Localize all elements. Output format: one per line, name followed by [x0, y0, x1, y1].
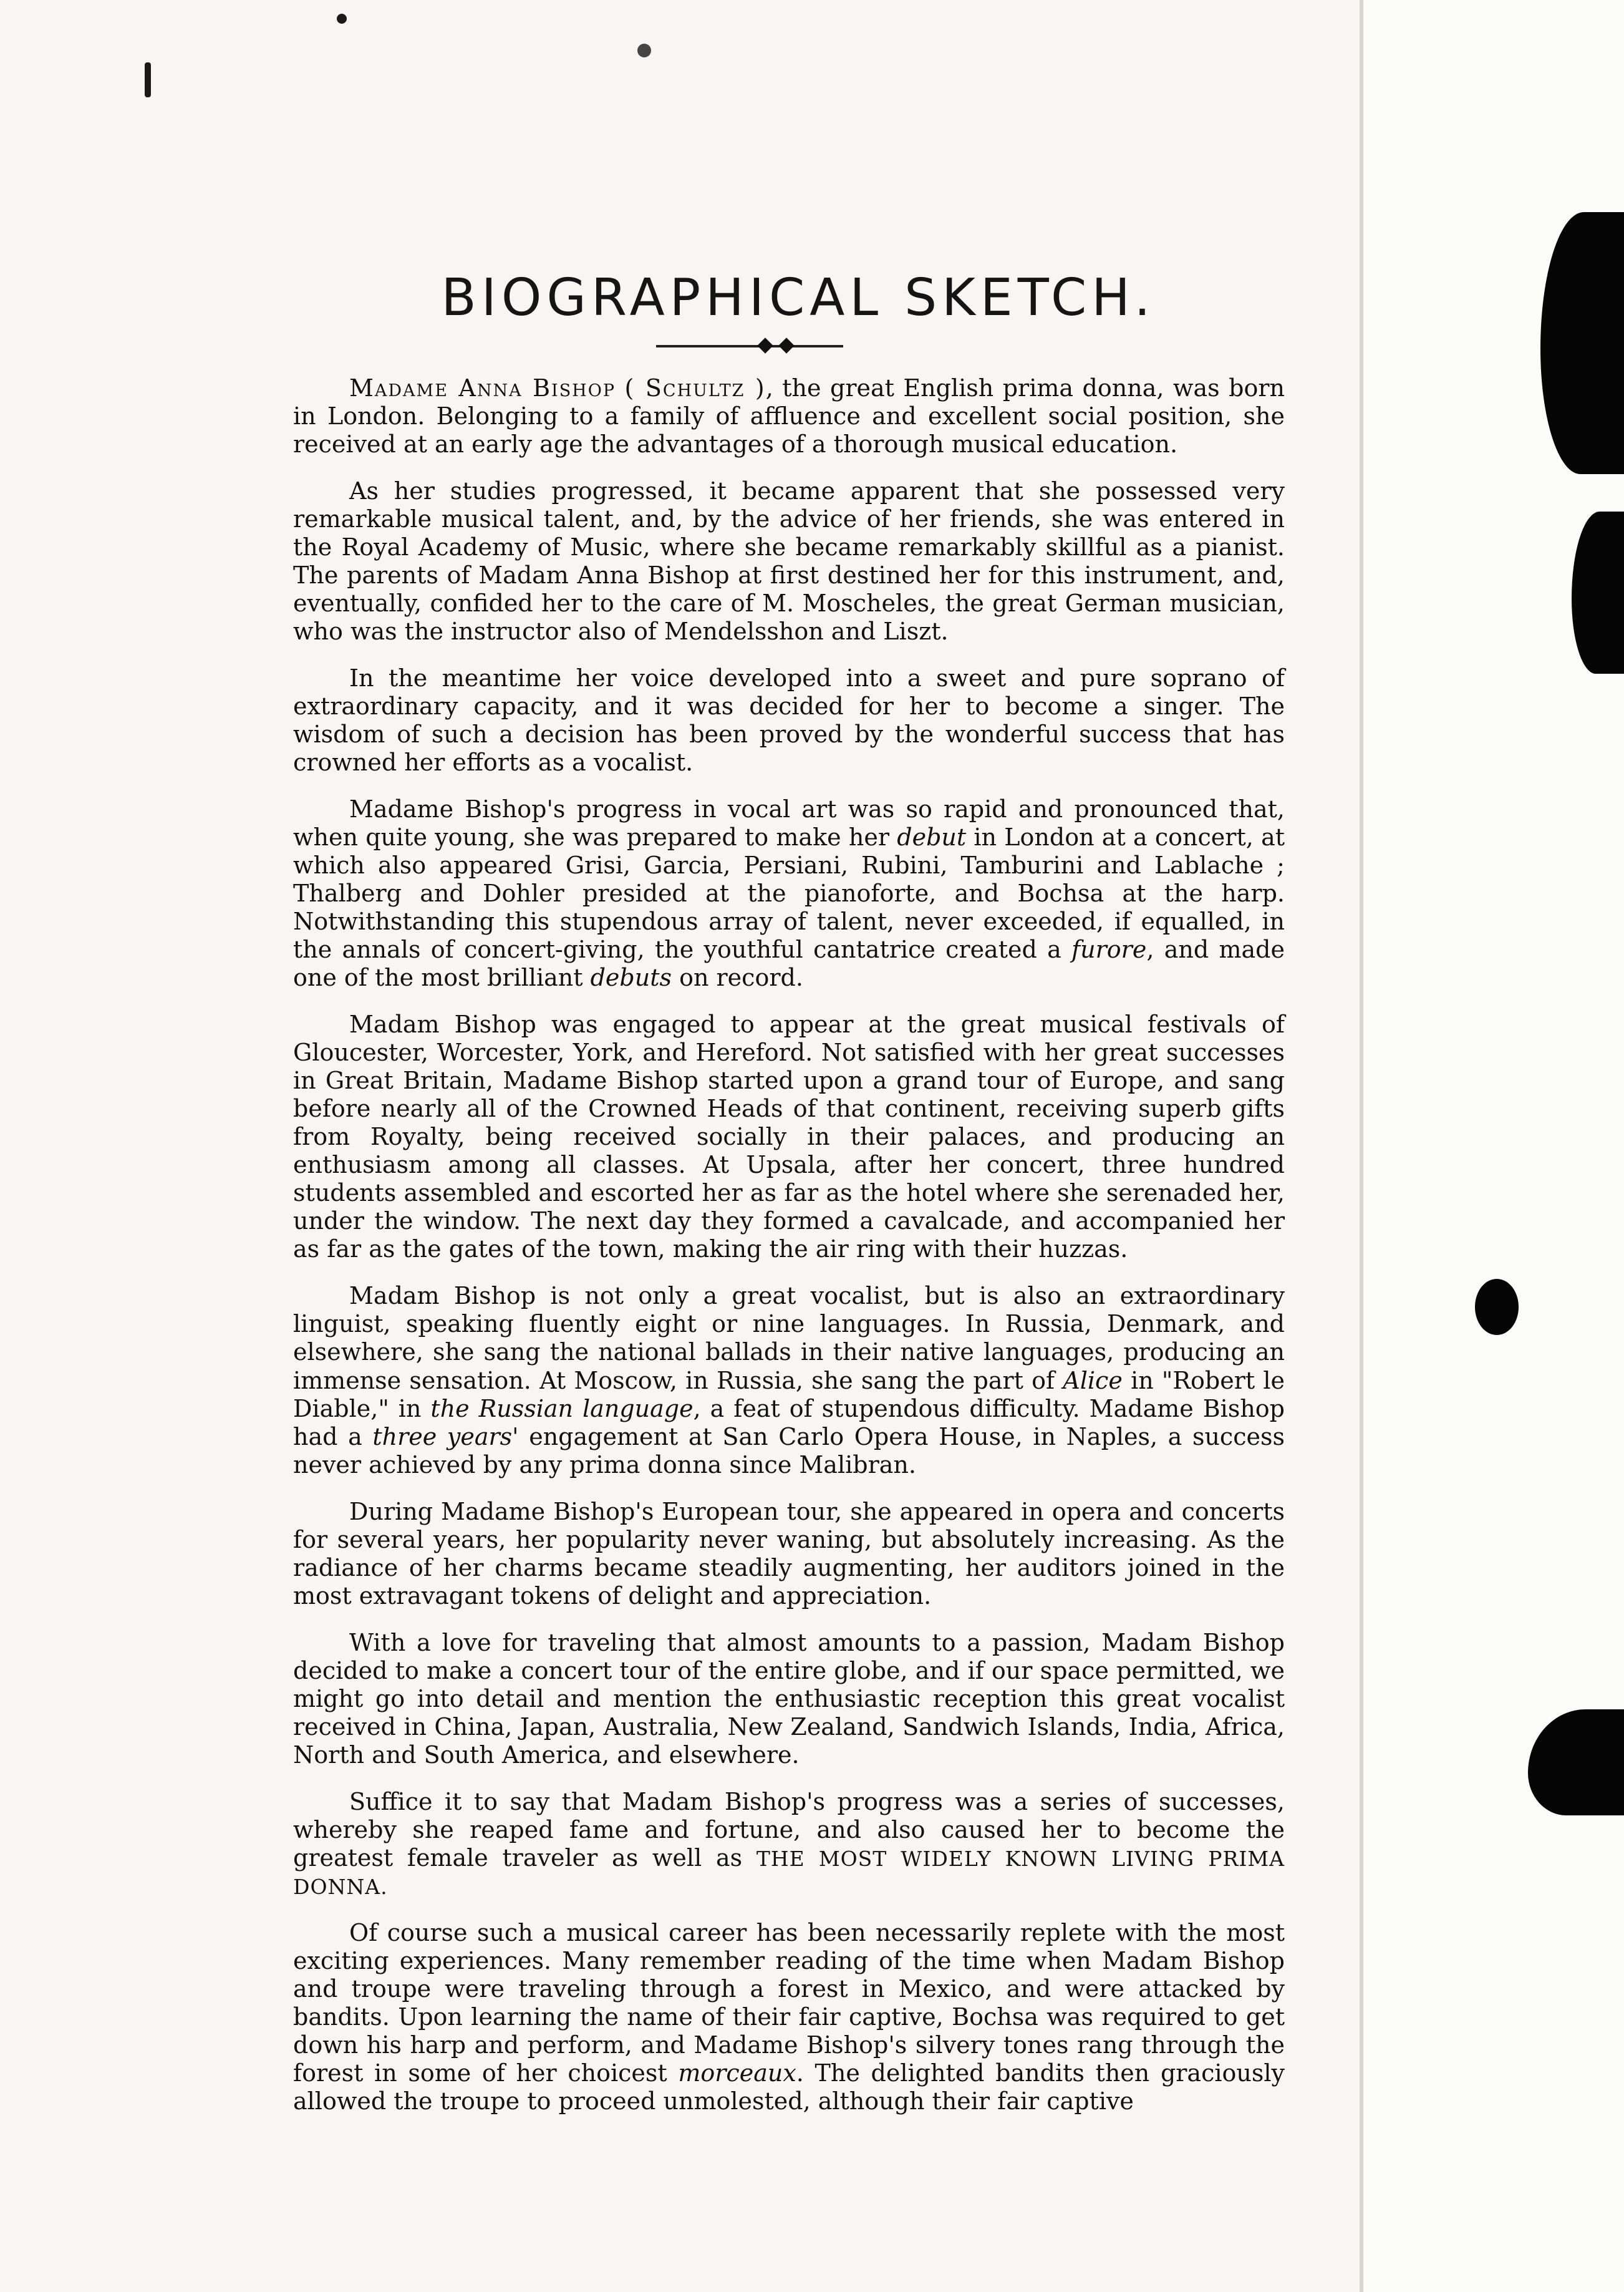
italic-term: morceaux [678, 2059, 796, 2087]
emphasis-caps: THE MOST WIDELY KNOWN LIVING PRIMA DONNA. [293, 1846, 1285, 1899]
page-title: BIOGRAPHICAL SKETCH. [441, 268, 1156, 328]
title-rule [656, 345, 843, 347]
paragraph: With a love for traveling that almost amounts to a passion, Madam Bishop decided to make a concert tour of the entire globe, and if our space permitted, we might go into detail and mention the enthusiastic reception this great vocalist received in China, Japan, Australia, New Zealand, Sandwich Islands, India, Africa, North and South America, and elsewhere. [293, 1628, 1285, 1769]
ink-damage [1475, 1279, 1519, 1335]
paragraph: In the meantime her voice developed into a sweet and pure soprano of extraordinary capacity, and it was decided for her to become a singer. The wisdom of such a decision has been proved by the wonderful success that has crowned her efforts as a vocalist. [293, 664, 1285, 777]
subject-name: Madame Anna Bishop [349, 374, 616, 402]
rule-ornament [757, 337, 773, 353]
paragraph: Of course such a musical career has been necessarily replete with the most exciting experiences. Many remember reading of the time when Madam Bishop and troupe were traveling through a forest in Mexico, and were attacked by bandits. Upon learning the name of their fair captive, Bochsa was required to get down his harp and perform, and Madame Bishop's silvery tones rang through the forest in some of her choicest morceaux. The delighted bandits then graciously allowed the troupe to proceed unmolested, although their fair captive [293, 1918, 1285, 2115]
margin-mark [637, 44, 651, 57]
ink-damage [1540, 212, 1624, 474]
italic-term: furore [1071, 936, 1147, 964]
rule-ornament [778, 337, 794, 353]
paragraph: Madame Anna Bishop ( Schultz ), the great English prima donna, was born in London. Belonging to a family of affluence and excellent social position, she received at an early age the advantages of a thorough musical education. [293, 374, 1285, 459]
italic-term: debuts [590, 964, 672, 992]
italic-term: debut [897, 823, 967, 852]
paragraph: During Madame Bishop's European tour, she appeared in opera and concerts for several years, her popularity never waning, but absolutely increasing. As the radiance of her charms became steadily augmenting, her auditors joined in the most extravagant tokens of delight and appreciation. [293, 1497, 1285, 1610]
maiden-name: ( Schultz ) [624, 374, 766, 402]
italic-term: Alice [1063, 1366, 1123, 1394]
paragraph: As her studies progressed, it became apparent that she possessed very remarkable musical talent, and, by the advice of her friends, she was entered in the Royal Academy of Music, where she became remarkably skillful as a pianist. The parents of Madam Anna Bishop at first destined her for this instrument, and, eventually, confided her to the care of M. Moscheles, the great German musician, who was the instructor also of Mendelsshon and Liszt. [293, 477, 1285, 646]
margin-mark [145, 62, 151, 97]
paragraph: Suffice it to say that Madam Bishop's progress was a series of successes, whereby she reaped fame and fortune, and also caused her to become the greatest female traveler as well as THE MOST WIDELY KNOWN LIVING PRIMA DONNA. [293, 1787, 1285, 1899]
paragraph: Madam Bishop is not only a great vocalist, but is also an extraordinary linguist, speaking fluently eight or nine languages. In Russia, Denmark, and elsewhere, she sang the national ballads in their native languages, producing an immense sensation. At Moscow, in Russia, she sang the part of Alice in "Robert le Diable," in the Russian language, a feat of stupendous difficulty. Madame Bishop had a three years' engagement at San Carlo Opera House, in Naples, a success never achieved by any prima donna since Malibran. [293, 1282, 1285, 1479]
article-body [293, 374, 1285, 2134]
italic-term: three years' [372, 1422, 519, 1450]
margin-mark [337, 14, 347, 24]
italic-term: the Russian language [430, 1394, 694, 1422]
paragraph: Madam Bishop was engaged to appear at the great musical festivals of Gloucester, Worcester, York, and Hereford. Not satisfied with her great successes in Great Britain, Madame Bishop started upon a grand tour of Europe, and sang before nearly all of the Crowned Heads of that continent, receiving superb gifts from Royalty, being received socially in their palaces, and producing an enthusiasm among all classes. At Upsala, after her concert, three hundred students assembled and escorted her as far as the hotel where she serenaded her, under the window. The next day they formed a cavalcade, and accompanied her as far as the gates of the town, making the air ring with their huzzas. [293, 1011, 1285, 1263]
paragraph: Madame Bishop's progress in vocal art was so rapid and pronounced that, when quite young, she was prepared to make her debut in London at a concert, at which also appeared Grisi, Garcia, Persiani, Rubini, Tamburini and Lablache ; Thalberg and Dohler presided at the pianoforte, and Bochsa at the harp. Notwithstanding this stupendous array of talent, never exceeded, if equalled, in the annals of concert-giving, the youthful cantatrice created a furore, and made one of the most brilliant debuts on record. [293, 795, 1285, 992]
ink-damage [1572, 512, 1624, 674]
